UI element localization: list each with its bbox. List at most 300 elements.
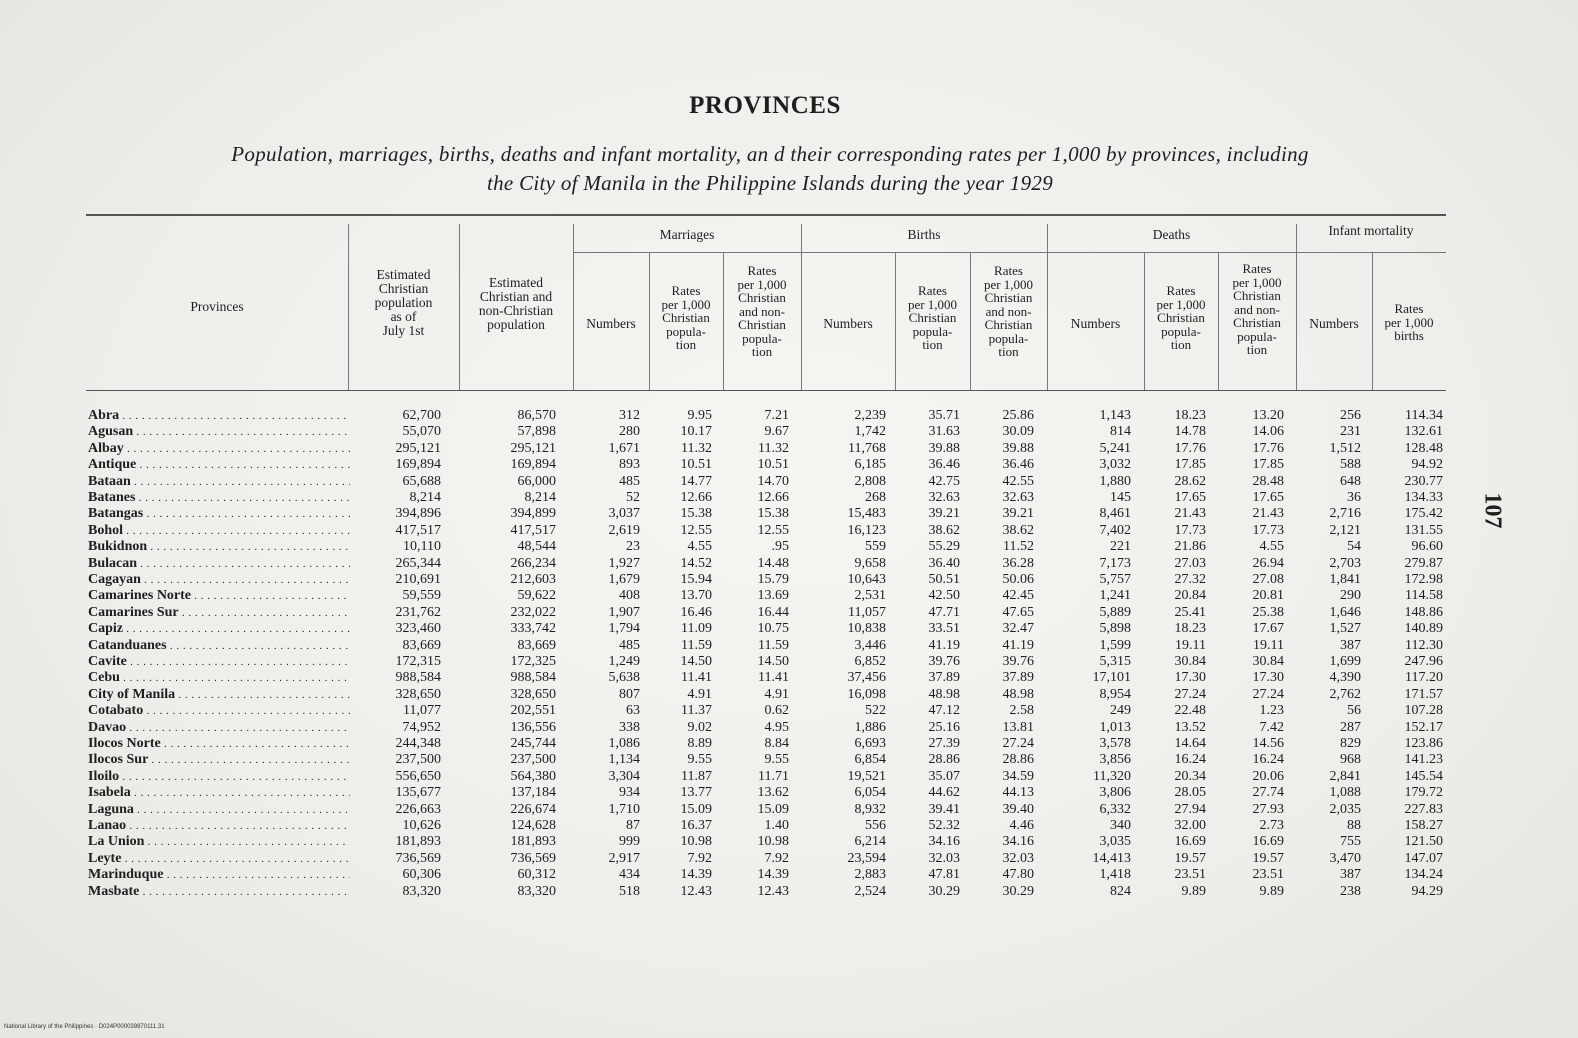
table-cell: 175.42 [1404,506,1443,522]
table-cell: 1,927 [608,555,640,571]
table-cell: 9.89 [1259,883,1284,899]
table-cell: 25.16 [928,719,960,735]
table-cell: 35.07 [928,768,960,784]
header-births: Births [907,227,941,242]
table-cell: 50.51 [928,572,960,587]
province-name: La Union . . . [88,835,350,849]
table-cell: 15.38 [680,506,712,522]
table-cell: 12.43 [680,883,712,899]
table-cell: 39.88 [928,440,960,456]
table-cell: 4.46 [1009,818,1034,833]
table-cell: 280 [619,424,640,440]
table-cell: 3,032 [1099,457,1131,473]
table-cell: 2,808 [854,473,886,489]
table-cell: 27.32 [1174,572,1206,587]
table-cell: 4.55 [687,539,712,555]
province-name: Ilocos Norte . . . [88,737,350,751]
table-cell: 6,693 [854,736,886,751]
table-cell: 11.59 [758,637,789,653]
table-cell: 19,521 [847,768,886,784]
table-cell: 39.76 [1002,654,1034,669]
table-cell: 11.87 [681,768,712,784]
table-cell: 59,559 [402,588,441,604]
table-cell: 44.62 [928,785,960,801]
table-cell: 16,123 [847,522,886,538]
table-cell: 36.46 [1002,457,1034,473]
table-cell: 290 [1340,588,1361,604]
table-cell: 11,057 [848,604,886,620]
table-cell: 328,650 [510,686,556,702]
table-cell: 17.76 [1174,440,1206,456]
table-cell: 814 [1110,424,1131,440]
table-cell: 181,893 [395,834,441,850]
table-cell: 66,000 [517,473,556,489]
table-cell: 1,679 [608,572,640,587]
table-cell: 60,312 [517,867,556,883]
province-name: Marinduque . . . [88,868,350,882]
table-cell: 42.50 [928,588,960,604]
table-cell: 1,794 [608,621,640,637]
header-deaths-rate-total: Rates per 1,000 Christian and non- Christian popula- tion [1232,261,1282,357]
table-cell: 56 [1347,703,1361,719]
table-cell: 2.73 [1259,818,1284,833]
header-deaths-numbers: Numbers [1070,316,1121,331]
table-cell: 10.98 [757,834,789,850]
table-cell: 27.74 [1252,785,1284,801]
table-cell: 268 [865,490,886,505]
table-cell: 94.29 [1411,883,1443,899]
table-cell: 2,121 [1329,522,1361,538]
table-cell: 36 [1347,490,1361,505]
table-cell: 2,716 [1329,506,1361,522]
table-cell: 2,239 [854,408,886,423]
table-cell: 244,348 [395,736,441,751]
table-cell: 17.65 [1174,490,1206,505]
header-marriages-rate-total: Rates per 1,000 Christian and non- Christian popula- tion [737,263,787,359]
table-cell: 27.08 [1252,572,1284,587]
province-name: Cebu . . . [88,671,350,685]
table-cell: 147.07 [1404,850,1443,866]
table-cell: 15.79 [757,572,789,587]
table-cell: 30.09 [1002,424,1034,440]
table-cell: 11.41 [758,670,789,686]
table-cell: 266,234 [510,555,556,571]
table-cell: 755 [1340,834,1361,850]
table-cell: 387 [1340,637,1361,653]
table-cell: 37.89 [928,670,960,686]
table-cell: 48.98 [928,686,960,702]
province-name: Lanao . . . [88,819,350,833]
province-name: Masbate . . . [88,885,350,899]
table-cell: 2,619 [608,522,640,538]
table-cell: 30.84 [1174,654,1206,669]
table-cell: 36.28 [1002,555,1034,571]
table-cell: 1,671 [608,440,640,456]
header-marriages-numbers: Numbers [586,316,636,331]
table-cell: 44.13 [1002,785,1034,801]
table-cell: 57,898 [517,424,556,440]
header-births-rate-total: Rates per 1,000 Christian and non- Christian popula- tion [983,263,1034,359]
table-cell: 152.17 [1404,719,1443,735]
table-cell: 14.39 [680,867,712,883]
table-cell: 3,806 [1099,785,1131,801]
header-est-total: Estimated Christian and non-Christian population [478,275,554,332]
table-cell: 30.84 [1252,654,1284,669]
table-cell: 48,544 [517,539,556,555]
table-cell: 16.44 [757,604,789,620]
table-cell: 132.61 [1404,424,1443,440]
table-cell: 249 [1110,703,1131,719]
table-cell: 141.23 [1404,752,1443,768]
table-cell: 23.51 [1174,867,1206,883]
province-name: Antique . . . [88,458,350,472]
table-cell: 2,703 [1329,555,1361,571]
table-cell: 226,663 [395,801,441,817]
table-cell: 20.84 [1174,588,1206,604]
table-cell: 17.73 [1174,522,1206,538]
table-cell: 48.98 [1002,686,1034,702]
table-cell: 588 [1340,457,1361,473]
table-cell: 15.38 [757,506,789,522]
table-cell: 6,854 [854,752,886,768]
table-cell: 14.56 [1252,736,1284,751]
table-cell: 27.93 [1252,801,1284,817]
table-cell: 16.69 [1174,834,1206,850]
table-cell: 522 [865,703,886,719]
table-cell: 8.89 [687,736,712,751]
table-cell: 17.67 [1252,621,1284,637]
table-cell: 323,460 [395,621,441,637]
table-cell: 16.46 [680,604,712,620]
table-cell: 32.63 [1002,490,1034,505]
table-cell: 28.48 [1252,473,1284,489]
province-name: Bataan . . . [88,475,350,489]
group-header-rule [573,252,1446,253]
table-cell: 83,320 [402,883,441,899]
table-cell: 12.66 [757,490,789,505]
table-cell: 55.29 [928,539,960,555]
table-cell: 13.77 [680,785,712,801]
table-cell: 37.89 [1002,670,1034,686]
table-cell: 2,917 [608,850,640,866]
table-cell: 1,907 [608,604,640,620]
table-cell: 10,838 [847,621,886,637]
table-cell: 15,483 [847,506,886,522]
table-cell: 1,599 [1099,637,1131,653]
table-cell: 237,500 [395,752,441,768]
table-cell: 11.71 [758,768,789,784]
table-cell: 30.29 [1002,883,1034,899]
table-cell: 14.50 [757,654,789,669]
table-cell: 10,110 [403,539,441,555]
table-cell: 11,768 [848,440,886,456]
table-cell: 5,757 [1099,572,1131,587]
table-cell: 333,742 [510,621,556,637]
table-cell: 9.67 [764,424,789,440]
table-cell: 9,658 [854,555,886,571]
table-cell: 295,121 [510,440,556,456]
province-name: Davao . . . [88,721,350,735]
table-cell: 1,013 [1099,719,1131,735]
province-name: Ilocos Sur . . . [88,753,350,767]
table-top-rule [86,214,1446,216]
table-cell: 6,185 [854,457,886,473]
table-cell: 179.72 [1404,785,1443,801]
table-caption-line-2: the City of Manila in the Philippine Islands during the year 1929 [486,171,1054,195]
table-cell: 237,500 [510,752,556,768]
table-cell: 736,569 [510,850,556,866]
table-cell: 74,952 [402,719,441,735]
table-cell: 3,446 [854,637,886,653]
table-cell: 83,320 [517,883,556,899]
province-name: Cavite . . . [88,655,350,669]
table-cell: 13.70 [680,588,712,604]
table-cell: 83,669 [517,637,556,653]
table-cell: 12.55 [757,522,789,538]
province-name: Iloilo . . . [88,770,350,784]
table-cell: 3,578 [1099,736,1131,751]
table-cell: 145.54 [1404,768,1443,784]
table-cell: 2,531 [854,588,886,604]
table-cell: 38.62 [1002,522,1034,538]
table-cell: 202,551 [510,703,556,719]
table-cell: 36.40 [928,555,960,571]
table-cell: 9.95 [687,408,712,423]
table-cell: 5,241 [1099,440,1131,456]
table-cell: 10.98 [680,834,712,850]
table-cell: 18.23 [1174,621,1206,637]
table-cell: 226,674 [510,801,556,817]
table-cell: 5,638 [608,670,640,686]
table-cell: 16.37 [680,818,712,833]
header-deaths: Deaths [1152,227,1191,242]
table-cell: 19.11 [1175,637,1206,653]
table-cell: 11.37 [681,703,712,719]
table-cell: 124,628 [510,818,556,833]
table-cell: 28.86 [1002,752,1034,768]
table-cell: 7,173 [1099,555,1131,571]
table-cell: 21.43 [1252,506,1284,522]
table-cell: 21.43 [1174,506,1206,522]
table-cell: 13.20 [1252,408,1284,423]
table-cell: 26.94 [1252,555,1284,571]
table-cell: 131.55 [1404,522,1443,538]
province-name: Cagayan . . . [88,573,350,587]
table-cell: 39.76 [928,654,960,669]
table-cell: 2,524 [854,883,886,899]
table-cell: 232,022 [510,604,556,620]
table-cell: 36.46 [928,457,960,473]
table-cell: 328,650 [395,686,441,702]
table-cell: 31.63 [928,424,960,440]
table-cell: 14.48 [757,555,789,571]
table-cell: 559 [865,539,886,555]
table-cell: 5,889 [1099,604,1131,620]
table-cell: 13.81 [1002,719,1034,735]
table-cell: 114.58 [1405,588,1443,604]
province-name: Bulacan . . . [88,557,350,571]
table-cell: 2,035 [1329,801,1361,817]
table-cell: 145 [1110,490,1131,505]
table-cell: 1,886 [854,719,886,735]
table-cell: 988,584 [395,670,441,686]
table-cell: 3,304 [608,768,640,784]
table-cell: 65,688 [402,473,441,489]
table-cell: 1,134 [608,752,640,768]
table-cell: 338 [619,719,640,735]
table-cell: 1,249 [608,654,640,669]
table-cell: 32.03 [1002,850,1034,866]
table-cell: 39.21 [928,506,960,522]
table-cell: 10,626 [402,818,441,833]
table-caption-line-1: Population, marriages, births, deaths and infant mortality, an d their corresponding rates per 1,000 by provinces, including [231,142,1309,166]
table-cell: 231,762 [395,604,441,620]
table-cell: 9.02 [687,719,712,735]
table-cell: 117.20 [1405,670,1443,686]
table-cell: 2,762 [1329,686,1361,702]
table-cell: 8,461 [1099,506,1131,522]
table-cell: 2,883 [854,867,886,883]
table-cell: 28.05 [1174,785,1206,801]
table-cell: 169,894 [510,457,556,473]
table-cell: 20.81 [1252,588,1284,604]
table-cell: 181,893 [510,834,556,850]
province-name: Camarines Norte . . . [88,589,350,603]
table-cell: 5,898 [1099,621,1131,637]
province-name: Albay . . . [88,442,350,456]
province-name: Batanes . . . [88,491,350,505]
table-cell: 83,669 [402,637,441,653]
statistics-table [86,214,1446,904]
table-cell: 27.03 [1174,555,1206,571]
table-cell: 893 [619,457,640,473]
table-cell: 25.86 [1002,408,1034,423]
table-cell: 27.24 [1252,686,1284,702]
table-cell: 265,344 [395,555,441,571]
table-cell: 123.86 [1404,736,1443,751]
table-cell: 6,332 [1099,801,1131,817]
table-cell: 37,456 [847,670,886,686]
table-cell: 4.91 [764,686,789,702]
table-cell: 13.62 [757,785,789,801]
table-cell: 17.85 [1252,457,1284,473]
header-marriages: Marriages [659,227,715,242]
table-cell: 227.83 [1404,801,1443,817]
table-cell: 17.30 [1174,670,1206,686]
table-cell: 47.71 [928,604,960,620]
table-cell: 807 [619,686,640,702]
table-cell: 999 [619,834,640,850]
table-cell: 12.66 [680,490,712,505]
table-cell: 18.23 [1174,408,1206,423]
table-cell: 14.78 [1174,424,1206,440]
table-cell: 15.94 [680,572,712,587]
table-cell: 47.80 [1002,867,1034,883]
table-cell: 11.59 [681,637,712,653]
table-cell: 212,603 [510,572,556,587]
table-cell: 172,325 [510,654,556,669]
table-cell: 42.45 [1002,588,1034,604]
table-cell: 14.50 [680,654,712,669]
table-cell: 11.52 [1003,539,1034,555]
table-cell: 279.87 [1404,555,1443,571]
province-name: Batangas . . . [88,507,350,521]
page-title: PROVINCES [689,92,841,119]
table-cell: 11,077 [403,703,441,719]
table-cell: 16.24 [1252,752,1284,768]
table-cell: 11.41 [681,670,712,686]
table-cell: 96.60 [1411,539,1443,555]
table-cell: 88 [1347,818,1361,833]
province-name: Isabela . . . [88,786,350,800]
table-cell: 15.09 [680,801,712,817]
province-name: Laguna . . . [88,803,350,817]
table-cell: 4.55 [1259,539,1284,555]
province-name: Cotabato . . . [88,704,350,718]
table-cell: 12.43 [757,883,789,899]
table-cell: 238 [1340,883,1361,899]
table-cell: 287 [1340,719,1361,735]
table-cell: 42.75 [928,473,960,489]
table-cell: 295,121 [395,440,441,456]
table-cell: 485 [619,473,640,489]
province-name: Catanduanes . . . [88,639,350,653]
col-divider [1047,224,1048,390]
table-cell: 134.24 [1404,867,1443,883]
table-cell: 20.34 [1174,768,1206,784]
table-cell: 32.47 [1002,621,1034,637]
table-cell: 52.32 [928,818,960,833]
table-cell: 134.33 [1404,490,1443,505]
table-cell: 8,214 [409,490,441,505]
table-cell: 8,214 [524,490,556,505]
table-cell: 1,241 [1099,588,1131,604]
table-cell: 94.92 [1411,457,1443,473]
table-cell: 17.76 [1252,440,1284,456]
table-cell: 221 [1110,539,1131,555]
table-cell: 14.77 [680,473,712,489]
table-cell: 172,315 [395,654,441,669]
table-cell: 148.86 [1404,604,1443,620]
table-cell: 32.63 [928,490,960,505]
table-cell: 8,932 [854,801,886,817]
table-cell: 23,594 [847,850,886,866]
table-cell: 41.19 [928,637,960,653]
table-cell: 394,896 [395,506,441,522]
table-cell: 7.42 [1259,719,1284,735]
table-cell: 11,320 [1093,768,1131,784]
table-cell: 27.39 [928,736,960,751]
table-cell: 39.21 [1002,506,1034,522]
col-divider [801,224,802,390]
table-cell: .95 [771,539,789,555]
province-name: Bukidnon . . . [88,540,350,554]
table-cell: 1,880 [1099,473,1131,489]
table-cell: 1,512 [1329,440,1361,456]
header-est-christian: Estimated Christian population as of July 1st [374,267,433,338]
table-cell: 10.51 [680,457,712,473]
table-cell: 136,556 [510,719,556,735]
table-cell: 7.92 [687,850,712,866]
table-cell: 1,143 [1099,408,1131,423]
table-cell: 112.30 [1405,637,1443,653]
table-cell: 9.55 [764,752,789,768]
table-cell: 1,418 [1099,867,1131,883]
header-bottom-rule [86,390,1446,391]
table-cell: 47.81 [928,867,960,883]
table-cell: 247.96 [1404,654,1443,669]
table-cell: 210,691 [395,572,441,587]
